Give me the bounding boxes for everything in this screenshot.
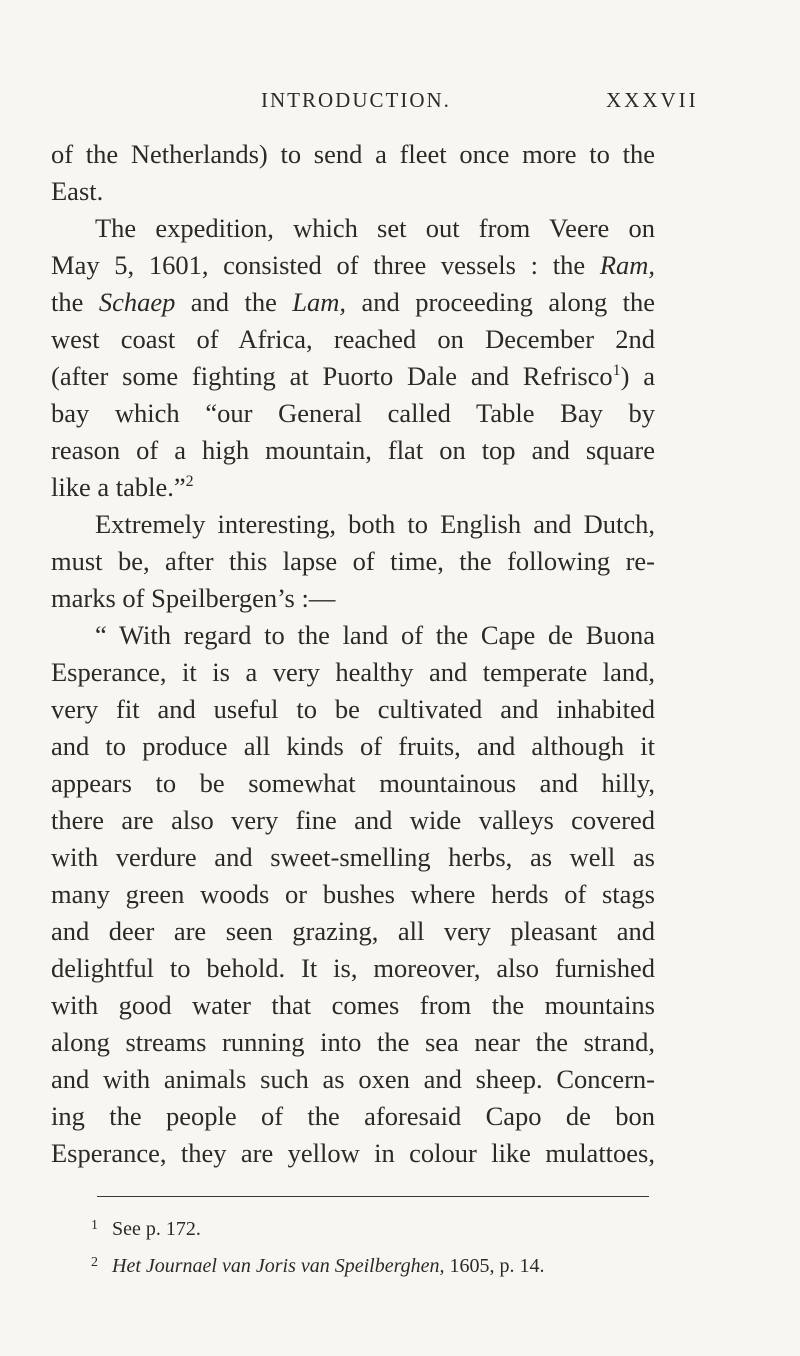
page-number: XXXVII [606, 88, 699, 112]
footnotes [91, 1209, 691, 1283]
text-line [51, 358, 655, 395]
quotation [51, 617, 655, 1172]
ship-name: Ram, [599, 250, 656, 280]
text-line: The expedition, which set out from Veere on [95, 213, 655, 243]
ship-name: Schaep [98, 287, 176, 317]
paragraph [51, 210, 655, 506]
footnote-mark: 2 [91, 1255, 98, 1270]
paragraph [51, 506, 655, 617]
text-line: west coast of Africa, reached on December 2nd [51, 324, 655, 354]
text-line: and deer are seen grazing, all very pleasant and [51, 916, 655, 946]
text-fragment: and the [190, 287, 277, 317]
text-fragment: and proceeding along the [361, 287, 656, 317]
text-line [51, 247, 655, 284]
footnote [91, 1246, 691, 1283]
text-line: Esperance, they are yellow in colour like mulattoes, [51, 1138, 655, 1168]
text-line: very fit and useful to be cultivated and inhabited [51, 694, 655, 724]
footnote-reference: 2 [185, 473, 194, 491]
footnote-divider [97, 1196, 649, 1197]
text-line: Extremely interesting, both to English and Dutch, [95, 509, 655, 539]
text-line [51, 469, 655, 506]
footnote-mark: 1 [91, 1218, 98, 1233]
text-line: “ With regard to the land of the Cape de Buona [95, 620, 655, 650]
text-fragment: ) a [620, 361, 655, 391]
text-line: there are also very fine and wide valleys covered [51, 805, 655, 835]
paragraph [51, 136, 655, 210]
text-line: and with animals such as oxen and sheep. Concern- [51, 1064, 655, 1094]
footnote-text: See p. 172. [112, 1218, 201, 1240]
text-fragment: the [51, 287, 84, 317]
footnote-text: 1605, p. 14. [449, 1255, 545, 1277]
text-fragment: May 5, 1601, consisted of three vessels : the [51, 250, 586, 280]
text-line [51, 284, 655, 321]
text-line: with verdure and sweet-smelling herbs, as well as [51, 842, 655, 872]
text-line: and to produce all kinds of fruits, and although it [51, 731, 655, 761]
footnote-book-title: Het Journael van Joris van Speilberghen, [112, 1255, 445, 1277]
text-line: appears to be somewhat mountainous and hilly, [51, 768, 655, 798]
text-line: reason of a high mountain, flat on top and square [51, 435, 655, 465]
text-line: of the Netherlands) to send a fleet once more to the [51, 139, 655, 169]
text-fragment: like a table.” [51, 472, 186, 502]
running-head [0, 88, 800, 120]
running-title: INTRODUCTION. [261, 88, 451, 112]
text-line: Esperance, it is a very healthy and temperate land, [51, 657, 655, 687]
footnote [91, 1209, 691, 1246]
text-line: many green woods or bushes where herds of stags [51, 879, 655, 909]
text-line: marks of Speilbergen’s :— [51, 583, 336, 613]
footnote-reference: 1 [612, 362, 621, 380]
text-line: with good water that comes from the mountains [51, 990, 655, 1020]
text-line: bay which “our General called Table Bay by [51, 398, 655, 428]
text-line: along streams running into the sea near the strand, [51, 1027, 655, 1057]
text-line: East. [51, 176, 104, 206]
ship-name: Lam, [292, 287, 347, 317]
text-fragment: (after some fighting at Puorto Dale and Refrisco [51, 361, 613, 391]
text-line: ing the people of the aforesaid Capo de bon [51, 1101, 655, 1131]
text-line: delightful to behold. It is, moreover, also furnished [51, 953, 655, 983]
body-text [51, 136, 655, 1172]
text-line: must be, after this lapse of time, the following re- [51, 546, 655, 576]
